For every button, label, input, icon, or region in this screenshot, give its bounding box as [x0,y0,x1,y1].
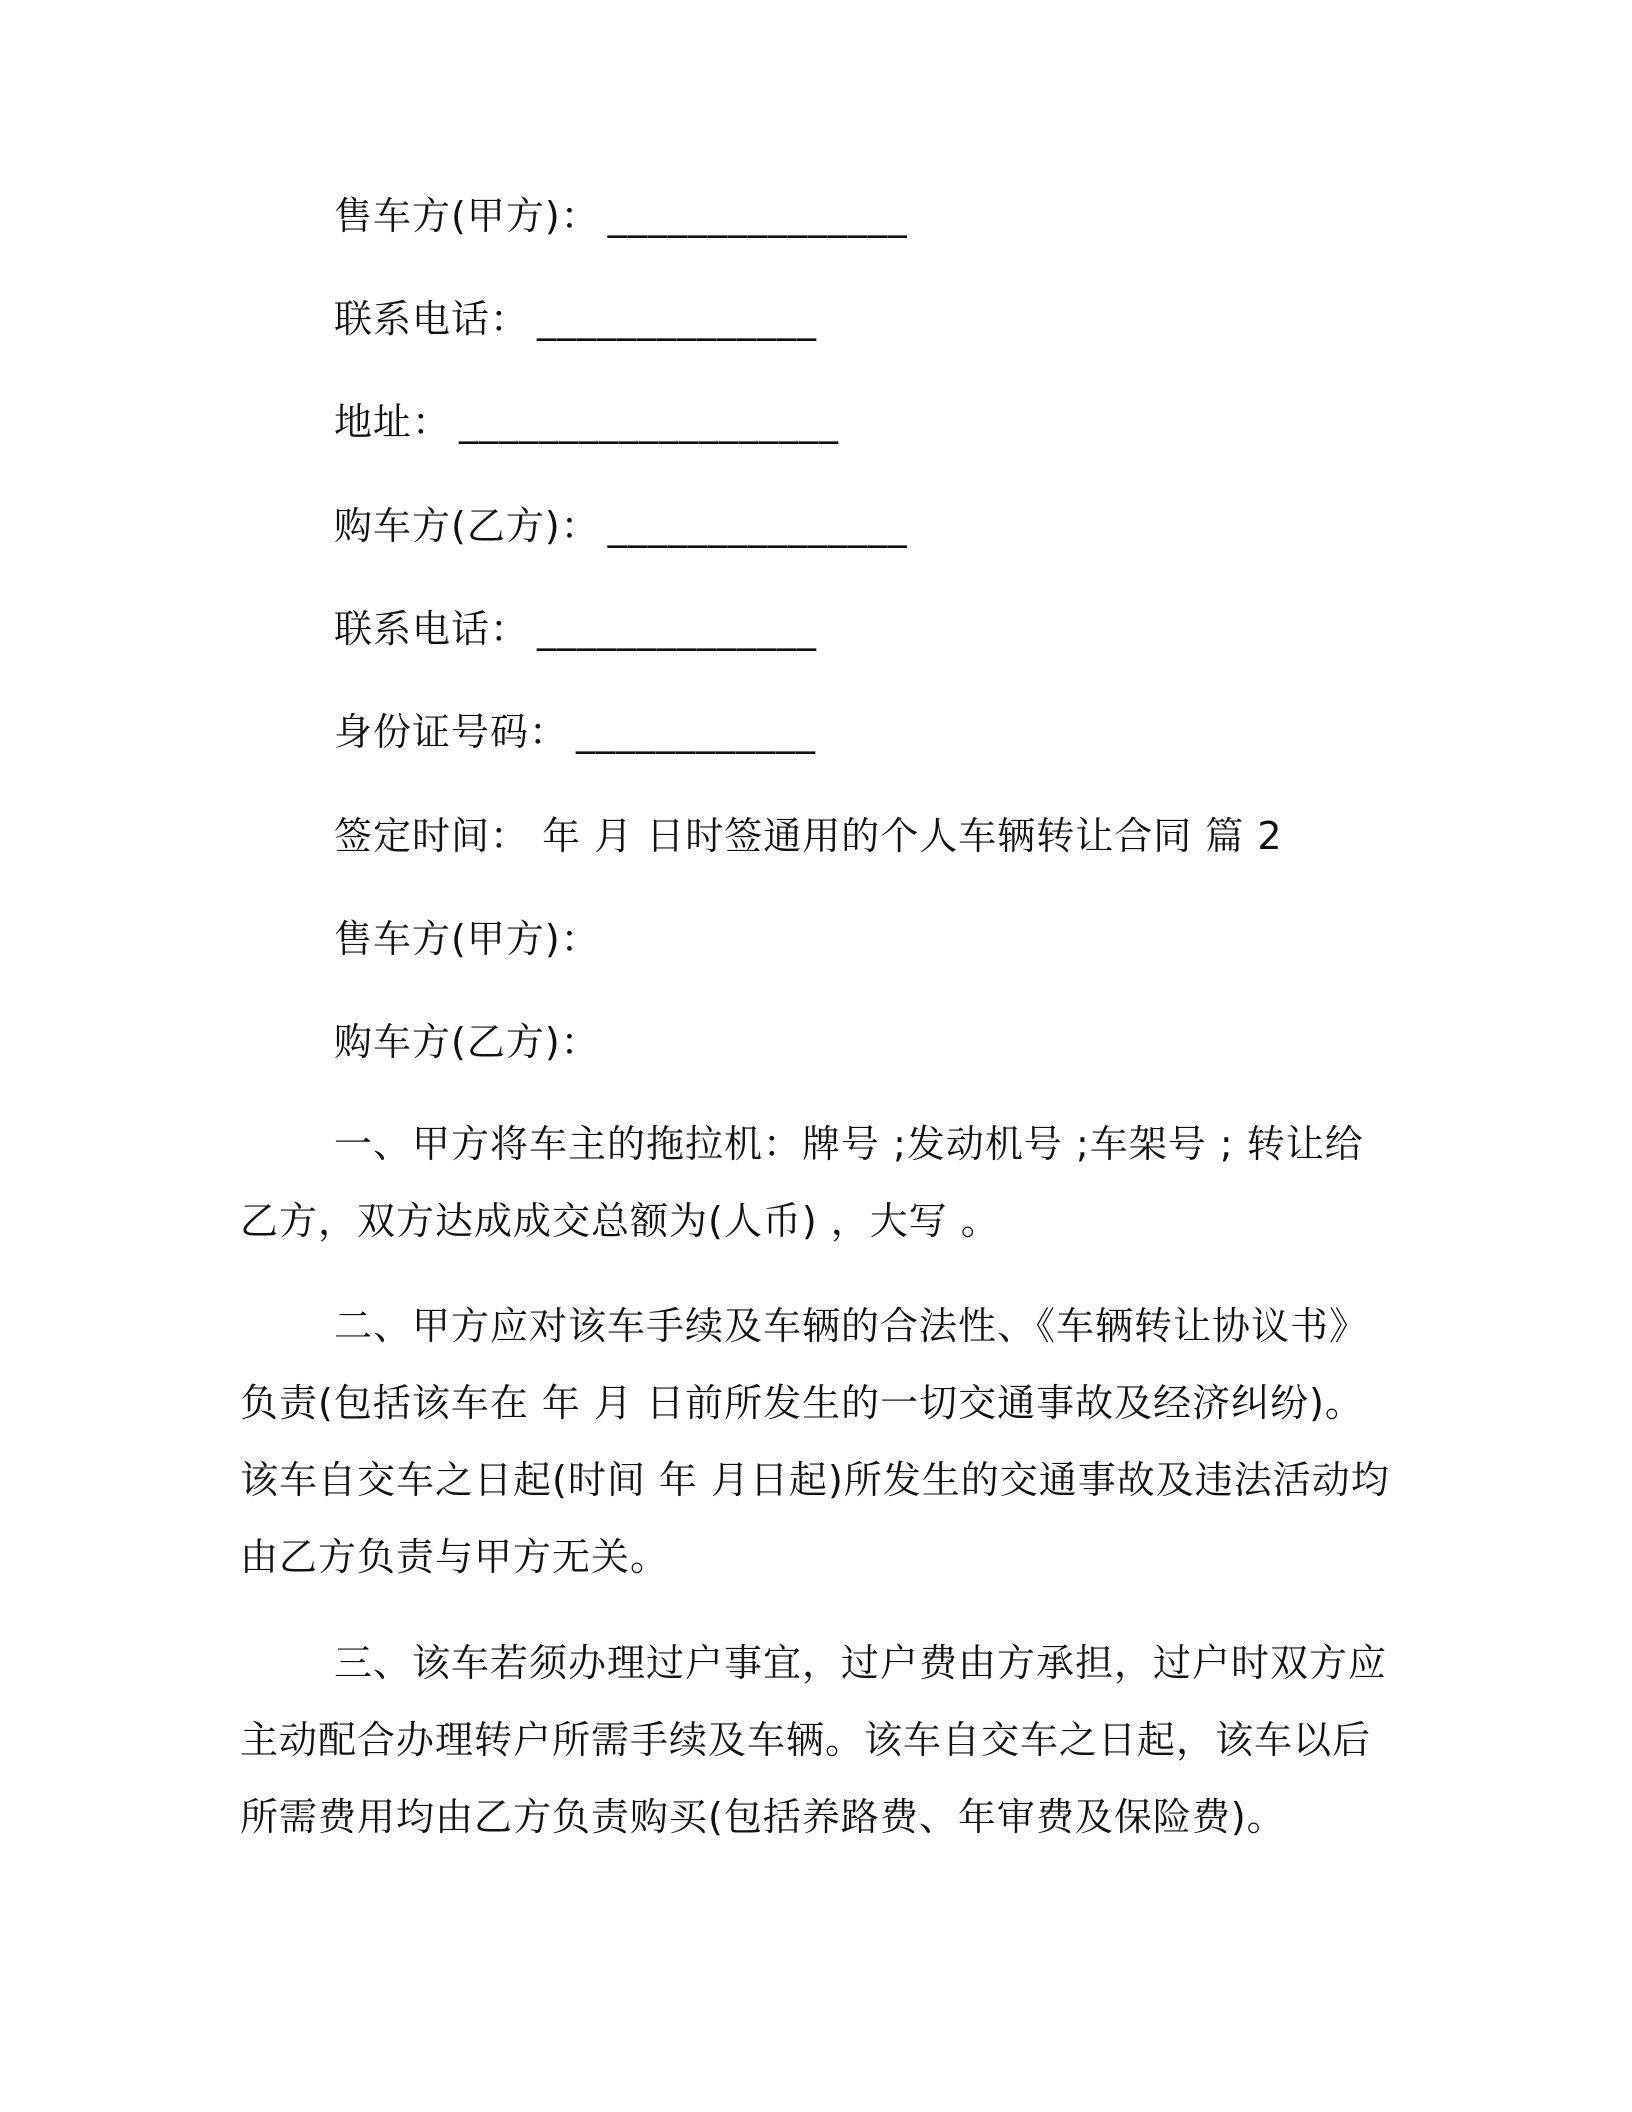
buyer-phone-label: 联系电话： [334,607,530,651]
address-label: 地址： [334,400,452,444]
clause-3: 三、该车若须办理过户事宜，过户费由方承担，过户时双方应主动配合办理转户所需手续及车辆。该车自交车之日起，该车以后所需费用均由乙方负责购买(包括养路费、年审费及保险费)。 [240,1641,1388,1839]
buyer-label: 购车方(乙方)： [334,504,600,548]
id-number-blank: ____________ [576,710,817,754]
seller-phone-field [334,293,817,345]
clause-1: 一、甲方将车主的拖拉机：牌号 ;发动机号 ;车架号 ; 转让给乙方，双方达成成交总额为(人币) ，大写 。 [240,1122,1364,1243]
seller-label: 售车方(甲方)： [334,194,600,238]
seller-phone-blank: ______________ [537,297,818,341]
seller-phone-label: 联系电话： [334,297,530,341]
seller-blank: _______________ [607,194,908,238]
buyer-phone-field [334,603,817,655]
buyer-phone-blank: ______________ [537,607,818,651]
clause-2: 二、甲方应对该车手续及车辆的合法性、《车辆转让协议书》负责(包括该车在 年 月 日前所发生的一切交通事故及经济纠纷)。该车自交车之日起(时间 年 月日起)所发生的交通事故及违法活动均由乙方负责与甲方无关。 [240,1304,1390,1579]
address-blank: ___________________ [459,400,840,444]
seller-field [334,190,908,242]
buyer-blank: _______________ [607,504,908,548]
party-a-line: 售车方(甲方)： [334,917,600,961]
sign-time-line: 签定时间： 年 月 日时签通用的个人车辆转让合同 篇 2 [334,814,1283,858]
id-number-label: 身份证号码： [334,710,569,754]
address-field [334,396,839,448]
id-number-field [334,706,816,758]
party-b-line: 购车方(乙方)： [334,1020,600,1064]
buyer-field [334,500,908,552]
